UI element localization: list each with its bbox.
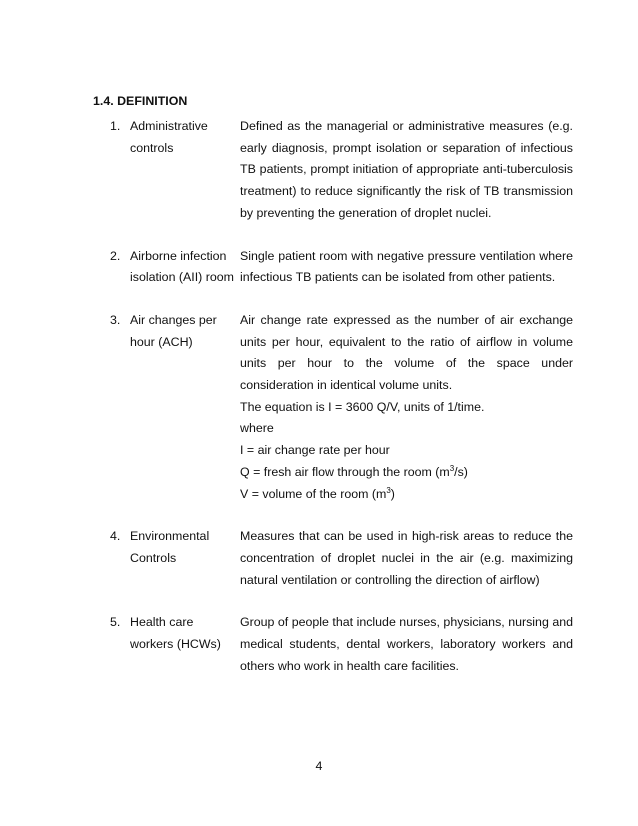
- variable-q-line: [240, 462, 573, 484]
- superscript-three: 3: [449, 463, 455, 473]
- term-label: Administrative controls: [130, 119, 208, 155]
- definition-description: Single patient room with negative pressure ventilation where infectious TB patients can be isolated from other patients.: [240, 248, 573, 285]
- term-label: Health care workers (HCWs): [130, 615, 221, 652]
- definition-term: [110, 612, 240, 677]
- definition-term: [110, 246, 240, 289]
- definition-number: 1.: [110, 119, 121, 133]
- definition-description: Measures that can be used in high-risk areas to reduce the concentration of droplet nuclei in the air (e.g. maximizing natural ventilation or controlling the direction of airflow): [240, 529, 573, 587]
- variable-q-text: Q = fresh air flow through the room (m: [240, 464, 450, 479]
- definition-term: [110, 526, 240, 591]
- variable-v-text: V = volume of the room (m: [240, 486, 387, 501]
- definition-item: [110, 310, 573, 505]
- variable-q-unit: /s): [454, 464, 468, 479]
- definition-description: [240, 310, 573, 505]
- definition-term: [110, 116, 240, 225]
- definition-description: Group of people that include nurses, physicians, nursing and medical students, dental workers, laboratory workers and others who work in health care facilities.: [240, 615, 573, 673]
- definition-number: 3.: [110, 312, 121, 327]
- where-line: where: [240, 421, 274, 436]
- definition-item: [110, 526, 573, 591]
- definition-description: Defined as the managerial or administrative measures (e.g. early diagnosis, prompt isolation or separation of infectious TB patients, prompt initiation of appropriate anti-tuberculosis treatment) to reduce significantly the risk of TB transmission by preventing the generation of droplet nuclei.: [240, 119, 573, 220]
- definition-list: [110, 116, 573, 677]
- description-text: Air change rate expressed as the number of air exchange units per hour, equivalent to the ratio of airflow in volume units per hour to the volume of the space under consideration in identical volume units.: [240, 312, 573, 393]
- definition-number: 2.: [110, 248, 121, 263]
- term-label: Airborne infection isolation (AII) room: [130, 248, 234, 285]
- superscript-three: 3: [386, 485, 391, 495]
- definition-number: 4.: [110, 529, 121, 544]
- variable-v-unit: ): [390, 486, 395, 501]
- variable-i-line: I = air change rate per hour: [240, 443, 390, 458]
- variable-v-line: [240, 484, 573, 506]
- definition-term: [110, 310, 240, 505]
- equation-line: The equation is I = 3600 Q/V, units of 1/time.: [240, 399, 485, 414]
- definition-item: [110, 612, 573, 677]
- definition-item: [110, 246, 573, 289]
- section-heading: 1.4. DEFINITION: [93, 94, 188, 108]
- definition-number: 5.: [110, 615, 121, 630]
- term-label: Environmental Controls: [130, 529, 210, 565]
- page-number: 4: [315, 759, 323, 773]
- definition-item: [110, 116, 573, 225]
- term-label: Air changes per hour (ACH): [130, 312, 217, 349]
